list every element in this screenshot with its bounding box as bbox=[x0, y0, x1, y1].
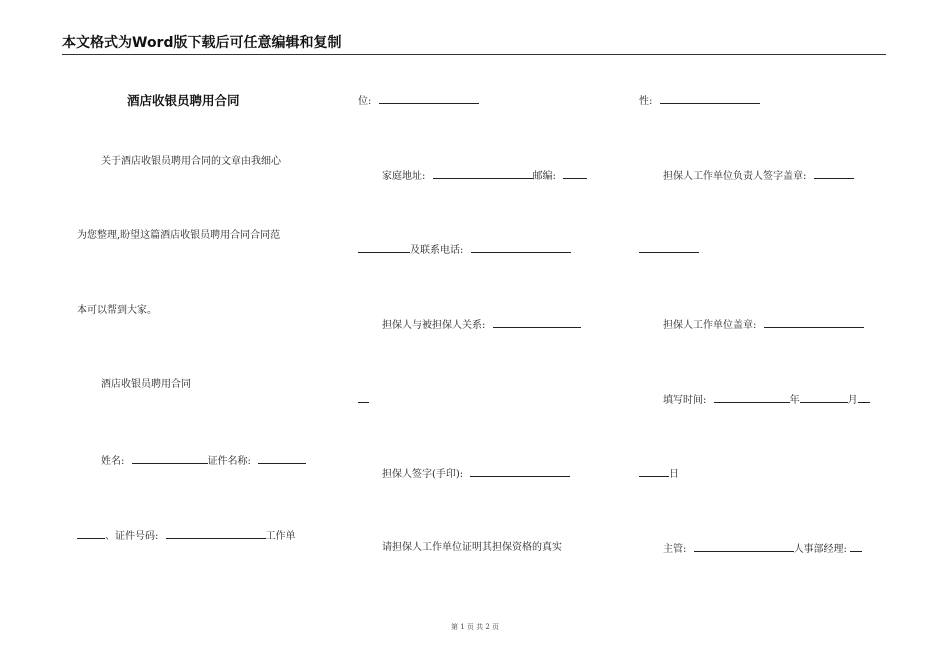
unit-head-sign-label: 担保人工作单位负责人签字盖章: bbox=[663, 171, 807, 182]
hr-manager-blank bbox=[850, 541, 862, 552]
gender-row bbox=[639, 93, 760, 109]
year-label: 年 bbox=[789, 395, 800, 406]
phone-row bbox=[358, 242, 571, 258]
unit-head-sign-blank bbox=[814, 168, 854, 179]
unit-seal-label: 担保人工作单位盖章: bbox=[663, 320, 757, 331]
relation-blank-cont-row bbox=[358, 392, 369, 408]
work-unit-blank bbox=[379, 93, 479, 104]
name-row bbox=[101, 453, 306, 469]
guarantor-sign-blank bbox=[470, 466, 570, 477]
work-unit-label-start: 工作单 bbox=[265, 531, 296, 542]
document-title: 酒店收银员聘用合同 bbox=[127, 93, 240, 108]
contract-subtitle: 酒店收银员聘用合同 bbox=[101, 379, 191, 390]
supervisor-blank bbox=[694, 541, 794, 552]
unit-seal-row bbox=[663, 317, 864, 333]
postcode-label: 邮编: bbox=[532, 171, 556, 182]
guarantor-sign-label: 担保人签字(手印): bbox=[382, 469, 464, 480]
hr-manager-label: 人事部经理: bbox=[793, 544, 847, 555]
gender-blank bbox=[660, 93, 760, 104]
day-blank-cont bbox=[639, 466, 669, 477]
unit-head-sign-blank-cont bbox=[639, 242, 699, 253]
work-unit-row bbox=[358, 93, 479, 109]
phone-blank bbox=[471, 242, 571, 253]
fill-time-row bbox=[663, 392, 870, 408]
day-label: 日 bbox=[669, 469, 679, 480]
month-blank bbox=[800, 392, 848, 403]
intro-line-1: 关于酒店收银员聘用合同的文章由我细心 bbox=[101, 156, 281, 167]
guarantor-sign-row bbox=[382, 466, 570, 482]
month-label: 月 bbox=[847, 395, 858, 406]
relation-label: 担保人与被担保人关系: bbox=[382, 320, 486, 331]
cert-number-blank bbox=[166, 528, 266, 539]
cert-name-label: 证件名称: bbox=[207, 456, 251, 467]
page-number-footer: 第 1 页 共 2 页 bbox=[450, 623, 500, 631]
phone-label: 及联系电话: bbox=[410, 245, 464, 256]
gender-label-end: 性: bbox=[639, 96, 653, 107]
certify-text: 请担保人工作单位证明其担保资格的真实 bbox=[382, 542, 562, 553]
fill-time-label: 填写时间: bbox=[663, 395, 707, 406]
relation-row bbox=[382, 317, 581, 333]
name-blank bbox=[132, 453, 208, 464]
header-text: 本文格式为Word版下载后可任意编辑和复制 bbox=[62, 35, 342, 51]
cert-name-blank bbox=[258, 453, 306, 464]
address-row bbox=[382, 168, 587, 184]
relation-blank bbox=[493, 317, 581, 328]
intro-line-3: 本可以帮到大家。 bbox=[77, 305, 157, 316]
cert-number-label: 、证件号码: bbox=[105, 531, 159, 542]
unit-seal-blank bbox=[764, 317, 864, 328]
day-blank bbox=[858, 392, 870, 403]
home-address-blank bbox=[433, 168, 533, 179]
name-label: 姓名: bbox=[101, 456, 125, 467]
postcode-blank bbox=[563, 168, 587, 179]
home-address-label: 家庭地址: bbox=[382, 171, 426, 182]
supervisor-row bbox=[663, 541, 862, 557]
postcode-blank-cont bbox=[358, 242, 410, 253]
unit-head-sign-row bbox=[663, 168, 854, 184]
work-unit-label-end: 位: bbox=[358, 96, 372, 107]
supervisor-label: 主管: bbox=[663, 544, 687, 555]
relation-blank-cont bbox=[358, 392, 369, 403]
cert-name-blank-cont bbox=[77, 528, 105, 539]
cert-number-row bbox=[77, 528, 296, 544]
year-blank bbox=[714, 392, 790, 403]
unit-head-sign-cont-row bbox=[639, 242, 699, 258]
day-row bbox=[639, 466, 679, 482]
intro-line-2: 为您整理,盼望这篇酒店收银员聘用合同合同范 bbox=[77, 230, 281, 241]
